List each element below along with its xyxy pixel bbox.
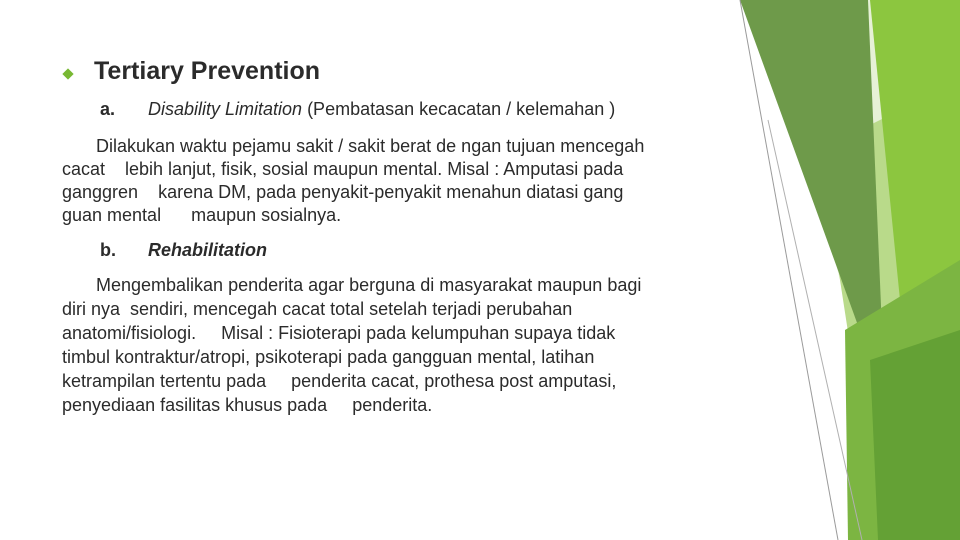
item-a-heading-rest: (Pembatasan kecacatan / kelemahan ) — [302, 99, 616, 119]
item-a-heading — [148, 99, 615, 120]
item-a-line-2: cacat lebih lanjut, fisik, sosial maupun mental. Misal : Amputasi pada — [62, 159, 624, 179]
item-b-marker: b. — [100, 240, 116, 260]
item-b-line-6: penyediaan fasilitas khusus pada penderita. — [62, 395, 433, 415]
item-b-line-2: diri nya sendiri, mencegah cacat total setelah terjadi perubahan — [62, 299, 573, 319]
item-a-marker: a. — [100, 99, 116, 119]
item-b-line-5: ketrampilan tertentu pada penderita cacat, prothesa post amputasi, — [62, 371, 617, 391]
item-a-heading-italic: Disability Limitation — [148, 99, 303, 119]
facet-deep — [870, 330, 960, 540]
item-a-line-3: ganggren karena DM, pada penyakit-penyakit menahun diatasi gang — [62, 182, 624, 202]
item-b-line-4: timbul kontraktur/atropi, psikoterapi pada gangguan mental, latihan — [62, 347, 595, 367]
item-b-line-1: Mengembalikan penderita agar berguna di masyarakat maupun bagi — [96, 275, 642, 295]
slide-title: Tertiary Prevention — [94, 57, 321, 85]
item-b-line-3: anatomi/fisiologi. Misal : Fisioterapi pada kelumpuhan supaya tidak — [62, 323, 616, 343]
item-b-heading: Rehabilitation — [148, 240, 268, 260]
item-a-line-1: Dilakukan waktu pejamu sakit / sakit berat de ngan tujuan mencegah — [96, 136, 645, 156]
item-a-line-4: guan mental maupun sosialnya. — [62, 205, 342, 225]
